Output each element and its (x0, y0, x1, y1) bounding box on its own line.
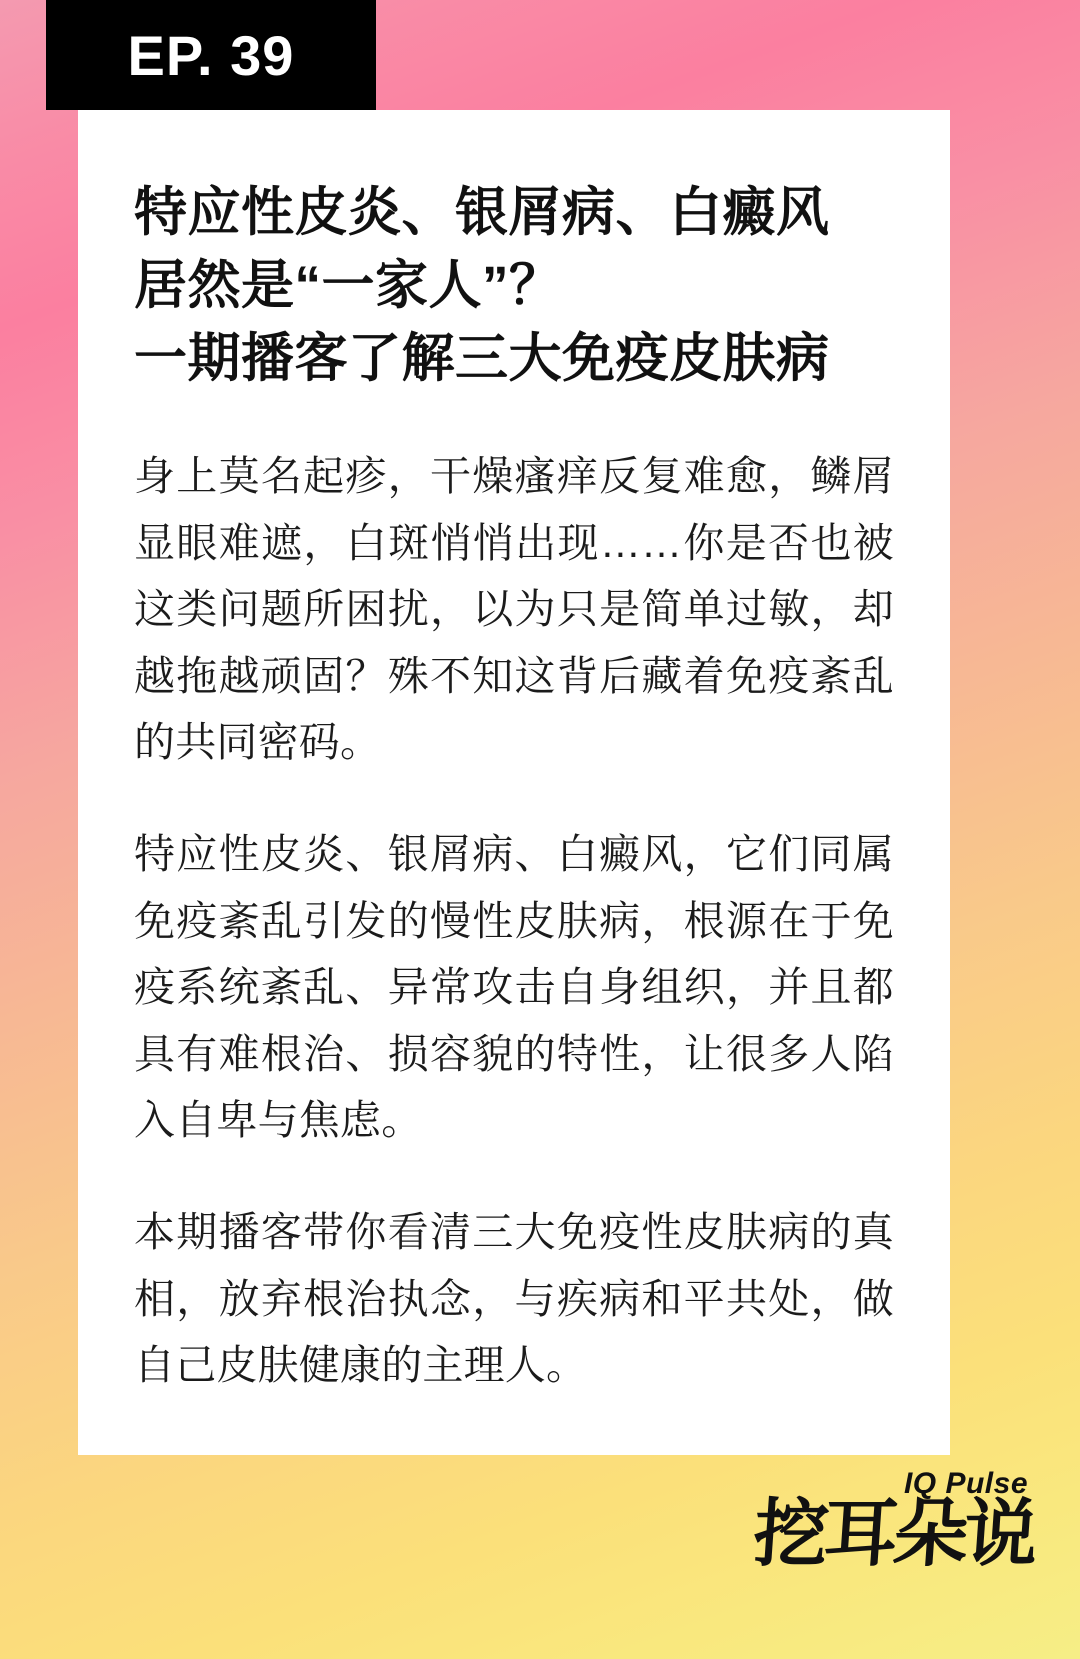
title-line-1: 特应性皮炎、银屑病、白癜风 (134, 183, 830, 242)
episode-badge: EP. 39 (46, 0, 376, 110)
body-paragraph-1: 身上莫名起疹，干燥瘙痒反复难愈，鳞屑显眼难遮，白斑悄悄出现……你是否也被这类问题所困扰，以为只是简单过敏，却越拖越顽固？殊不知这背后藏着免疫紊乱的共同密码。 (134, 453, 894, 765)
brand-logo-chinese: 挖耳朵说 (751, 1492, 1037, 1575)
body-paragraph-3: 本期播客带你看清三大免疫性皮肤病的真相，放弃根治执念，与疾病和平共处，做自己皮肤健康的主理人。 (134, 1209, 894, 1389)
content-card (78, 110, 950, 1455)
brand-logo (751, 1463, 1037, 1613)
title-line-2: 居然是“一家人”？ (134, 256, 563, 316)
body-paragraph-2: 特应性皮炎、银屑病、白癜风，它们同属免疫紊乱引发的慢性皮肤病，根源在于免疫系统紊乱、异常攻击自身组织，并且都具有难根治、损容貌的特性，让很多人陷入自卑与焦虑。 (134, 831, 894, 1144)
page-title (134, 176, 894, 395)
title-line-3: 一期播客了解三大免疫皮肤病 (134, 329, 830, 389)
brand-logo-english: IQ Pulse (903, 1467, 1028, 1500)
